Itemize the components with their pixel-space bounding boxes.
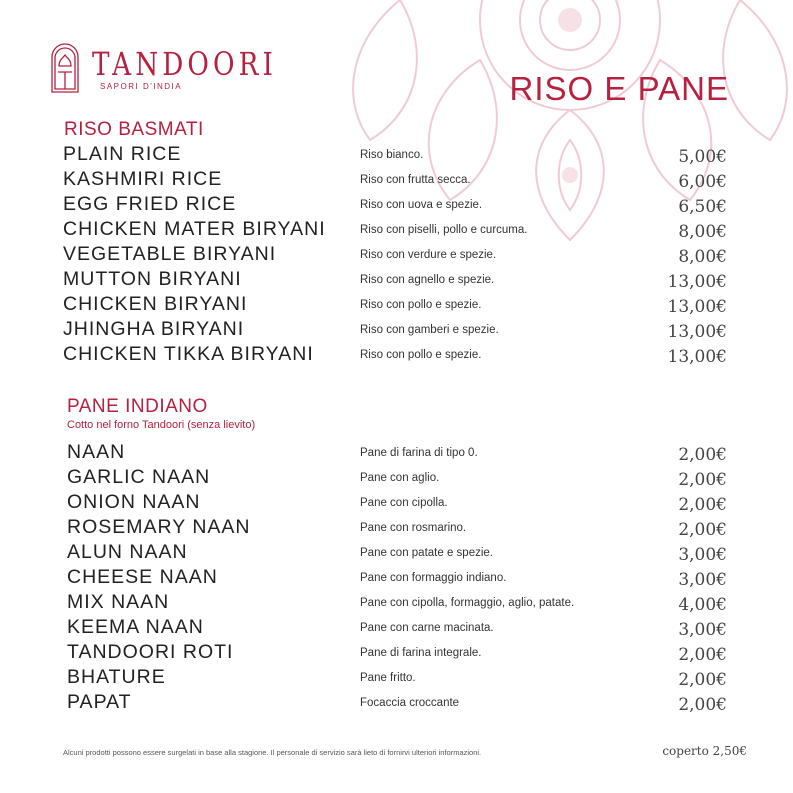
logo-arch-icon xyxy=(50,42,80,94)
item-name: CHEESE NAAN xyxy=(67,566,218,588)
brand-name: TANDOORI xyxy=(92,45,277,83)
item-price: 2,00€ xyxy=(678,445,727,465)
menu-item xyxy=(0,193,793,218)
item-description: Riso bianco. xyxy=(360,149,424,161)
item-name: MUTTON BIRYANI xyxy=(63,268,242,290)
item-description: Riso con gamberi e spezie. xyxy=(360,324,499,336)
item-description: Pane con cipolla, formaggio, aglio, patate. xyxy=(360,597,575,609)
item-price: 13,00€ xyxy=(667,272,727,292)
coperto-price: coperto 2,50€ xyxy=(662,744,747,758)
menu-item xyxy=(0,666,793,691)
item-description: Pane con rosmarino. xyxy=(360,522,467,534)
item-name: EGG FRIED RICE xyxy=(63,193,237,215)
item-price: 2,00€ xyxy=(678,495,727,515)
menu-item xyxy=(0,616,793,641)
item-price: 3,00€ xyxy=(678,545,727,565)
item-price: 4,00€ xyxy=(678,595,727,615)
item-description: Riso con piselli, pollo e curcuma. xyxy=(360,224,528,236)
item-name: BHATURE xyxy=(67,666,166,688)
item-description: Pane con carne macinata. xyxy=(360,622,494,634)
menu-item xyxy=(0,541,793,566)
item-price: 2,00€ xyxy=(678,645,727,665)
item-name: NAAN xyxy=(67,441,126,463)
section-subtitle-pane: Cotto nel forno Tandoori (senza lievito) xyxy=(67,419,256,431)
section-title-pane: PANE INDIANO xyxy=(67,396,208,417)
item-name: JHINGHA BIRYANI xyxy=(63,318,245,340)
logo xyxy=(50,42,318,94)
item-price: 3,00€ xyxy=(678,570,727,590)
menu-item xyxy=(0,168,793,193)
menu-item xyxy=(0,143,793,168)
footer-note: Alcuni prodotti possono essere surgelati in base alla stagione. Il personale di servizio sarà lieto di fornirvi ulteriori informazioni. xyxy=(63,748,482,757)
menu-item xyxy=(0,243,793,268)
item-description: Riso con agnello e spezie. xyxy=(360,274,495,286)
menu-item xyxy=(0,441,793,466)
item-price: 13,00€ xyxy=(667,347,727,367)
menu-item xyxy=(0,566,793,591)
item-price: 8,00€ xyxy=(678,222,727,242)
item-name: KEEMA NAAN xyxy=(67,616,204,638)
item-name: ONION NAAN xyxy=(67,491,201,513)
item-description: Pane di farina integrale. xyxy=(360,647,482,659)
menu-item xyxy=(0,516,793,541)
item-name: CHICKEN MATER BIRYANI xyxy=(63,218,326,240)
item-price: 2,00€ xyxy=(678,520,727,540)
item-description: Riso con frutta secca. xyxy=(360,174,471,186)
section-title-riso: RISO BASMATI xyxy=(64,119,204,140)
item-price: 2,00€ xyxy=(678,470,727,490)
item-name: ALUN NAAN xyxy=(67,541,188,563)
page-title: RISO E PANE xyxy=(509,70,729,107)
item-description: Riso con uova e spezie. xyxy=(360,199,483,211)
item-price: 3,00€ xyxy=(678,620,727,640)
item-name: PLAIN RICE xyxy=(63,143,182,165)
item-price: 6,00€ xyxy=(678,172,727,192)
menu-item xyxy=(0,641,793,666)
item-price: 2,00€ xyxy=(678,695,727,715)
item-description: Pane con cipolla. xyxy=(360,497,448,509)
item-description: Riso con pollo e spezie. xyxy=(360,299,482,311)
menu-item xyxy=(0,268,793,293)
menu-item xyxy=(0,218,793,243)
item-price: 2,00€ xyxy=(678,670,727,690)
item-description: Riso con pollo e spezie. xyxy=(360,349,482,361)
item-description: Pane con formaggio indiano. xyxy=(360,572,507,584)
item-name: VEGETABLE BIRYANI xyxy=(63,243,277,265)
menu-item xyxy=(0,691,793,716)
item-price: 6,50€ xyxy=(678,197,727,217)
item-description: Pane fritto. xyxy=(360,672,416,684)
menu-item xyxy=(0,591,793,616)
item-name: PAPAT xyxy=(67,691,132,713)
item-name: CHICKEN BIRYANI xyxy=(63,293,248,315)
item-description: Riso con verdure e spezie. xyxy=(360,249,497,261)
item-price: 13,00€ xyxy=(667,322,727,342)
item-name: ROSEMARY NAAN xyxy=(67,516,251,538)
item-name: KASHMIRI RICE xyxy=(63,168,223,190)
menu-item xyxy=(0,491,793,516)
item-name: TANDOORI ROTI xyxy=(67,641,234,663)
menu-item xyxy=(0,466,793,491)
item-name: MIX NAAN xyxy=(67,591,170,613)
item-description: Pane con aglio. xyxy=(360,472,440,484)
item-name: GARLIC NAAN xyxy=(67,466,211,488)
menu-item xyxy=(0,343,793,368)
item-price: 13,00€ xyxy=(667,297,727,317)
brand-subtitle: SAPORI D'INDIA xyxy=(100,82,183,91)
item-description: Pane di farina di tipo 0. xyxy=(360,447,478,459)
menu-item xyxy=(0,318,793,343)
menu-item xyxy=(0,293,793,318)
item-price: 8,00€ xyxy=(678,247,727,267)
item-name: CHICKEN TIKKA BIRYANI xyxy=(63,343,314,365)
item-description: Pane con patate e spezie. xyxy=(360,547,493,559)
item-description: Focaccia croccante xyxy=(360,697,460,709)
item-price: 5,00€ xyxy=(678,147,727,167)
